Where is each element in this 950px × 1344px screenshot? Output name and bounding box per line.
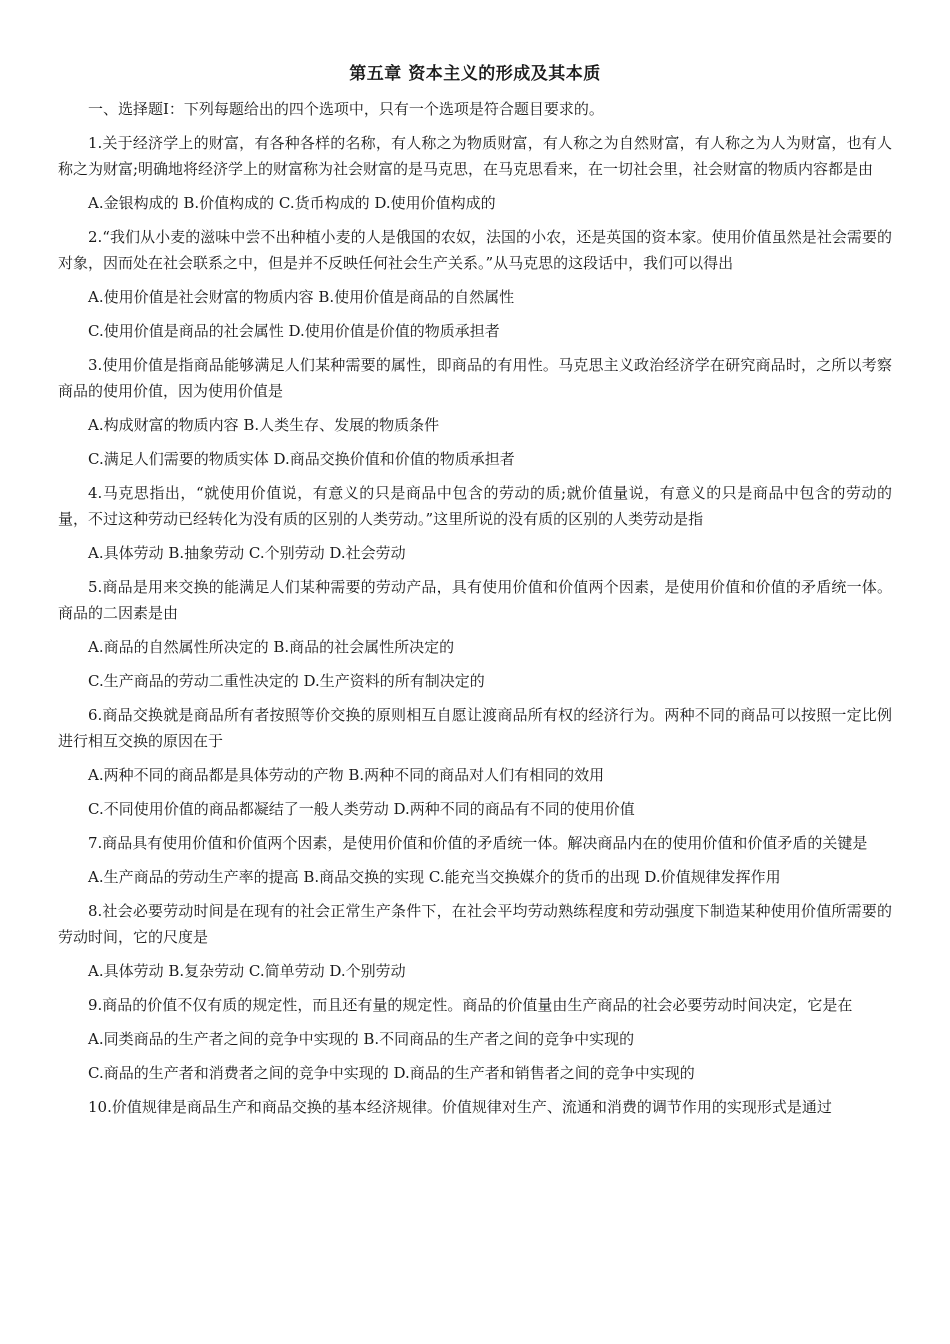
answer-options: C.商品的生产者和消费者之间的竞争中实现的 D.商品的生产者和销售者之间的竞争中实现的 bbox=[88, 1064, 695, 1082]
question-item bbox=[58, 574, 892, 694]
answer-options: A.具体劳动 B.抽象劳动 C.个别劳动 D.社会劳动 bbox=[88, 544, 406, 562]
question-stem: 7.商品具有使用价值和价值两个因素，是使用价值和价值的矛盾统一体。解决商品内在的使用价值和价值矛盾的关键是 bbox=[88, 834, 868, 852]
question-item bbox=[58, 224, 892, 344]
question-item bbox=[58, 992, 892, 1086]
question-stem: 5.商品是用来交换的能满足人们某种需要的劳动产品，具有使用价值和价值两个因素，是使用价值和价值的矛盾统一体。商品的二因素是由 bbox=[58, 578, 892, 622]
question-stem: 10.价值规律是商品生产和商品交换的基本经济规律。价值规律对生产、流通和消费的调节作用的实现形式是通过 bbox=[88, 1098, 832, 1116]
answer-options: A.生产商品的劳动生产率的提高 B.商品交换的实现 C.能充当交换媒介的货币的出现 D.价值规律发挥作用 bbox=[88, 868, 781, 886]
question-stem: 4.马克思指出，“就使用价值说，有意义的只是商品中包含的劳动的质;就价值量说，有意义的只是商品中包含的劳动的量，不过这种劳动已经转化为没有质的区别的人类劳动。”这里所说的没有质的区别的人类劳动是指 bbox=[58, 484, 892, 528]
question-stem: 6.商品交换就是商品所有者按照等价交换的原则相互自愿让渡商品所有权的经济行为。两种不同的商品可以按照一定比例进行相互交换的原因在于 bbox=[58, 706, 892, 750]
question-item bbox=[58, 352, 892, 472]
answer-options: A.两种不同的商品都是具体劳动的产物 B.两种不同的商品对人们有相同的效用 bbox=[88, 766, 605, 784]
answer-options: C.不同使用价值的商品都凝结了一般人类劳动 D.两种不同的商品有不同的使用价值 bbox=[88, 800, 635, 818]
answer-options: A.商品的自然属性所决定的 B.商品的社会属性所决定的 bbox=[88, 638, 455, 656]
answer-options: A.使用价值是社会财富的物质内容 B.使用价值是商品的自然属性 bbox=[88, 288, 515, 306]
answer-options: A.具体劳动 B.复杂劳动 C.简单劳动 D.个别劳动 bbox=[88, 962, 406, 980]
question-stem: 2.“我们从小麦的滋味中尝不出种植小麦的人是俄国的农奴，法国的小农，还是英国的资本家。使用价值虽然是社会需要的对象，因而处在社会联系之中，但是并不反映任何社会生产关系。”从马克思的这段话中，我们可以得出 bbox=[58, 228, 892, 272]
question-item bbox=[58, 1094, 892, 1120]
question-stem: 1.关于经济学上的财富，有各种各样的名称，有人称之为物质财富，有人称之为自然财富，有人称之为人为财富，也有人称之为财富;明确地将经济学上的财富称为社会财富的是马克思，在马克思看来，在一切社会里，社会财富的物质内容都是由 bbox=[58, 134, 892, 178]
answer-options: C.满足人们需要的物质实体 D.商品交换价值和价值的物质承担者 bbox=[88, 450, 515, 468]
question-item bbox=[58, 702, 892, 822]
question-item bbox=[58, 480, 892, 566]
answer-options: A.金银构成的 B.价值构成的 C.货币构成的 D.使用价值构成的 bbox=[88, 194, 496, 212]
answer-options: C.使用价值是商品的社会属性 D.使用价值是价值的物质承担者 bbox=[88, 322, 500, 340]
question-item bbox=[58, 830, 892, 890]
question-stem: 9.商品的价值不仅有质的规定性，而且还有量的规定性。商品的价值量由生产商品的社会必要劳动时间决定，它是在 bbox=[88, 996, 853, 1014]
answer-options: A.同类商品的生产者之间的竞争中实现的 B.不同商品的生产者之间的竞争中实现的 bbox=[88, 1030, 635, 1048]
question-list bbox=[58, 130, 892, 1120]
answer-options: A.构成财富的物质内容 B.人类生存、发展的物质条件 bbox=[88, 416, 440, 434]
question-stem: 8.社会必要劳动时间是在现有的社会正常生产条件下，在社会平均劳动熟练程度和劳动强度下制造某种使用价值所需要的劳动时间，它的尺度是 bbox=[58, 902, 892, 946]
question-item bbox=[58, 130, 892, 216]
document-page bbox=[58, 60, 892, 1128]
section-heading: 一、选择题Ⅰ：下列每题给出的四个选项中，只有一个选项是符合题目要求的。 bbox=[88, 100, 604, 118]
chapter-title: 第五章 资本主义的形成及其本质 bbox=[349, 64, 601, 84]
question-stem: 3.使用价值是指商品能够满足人们某种需要的属性，即商品的有用性。马克思主义政治经济学在研究商品时，之所以考察商品的使用价值，因为使用价值是 bbox=[58, 356, 892, 400]
question-item bbox=[58, 898, 892, 984]
answer-options: C.生产商品的劳动二重性决定的 D.生产资料的所有制决定的 bbox=[88, 672, 485, 690]
